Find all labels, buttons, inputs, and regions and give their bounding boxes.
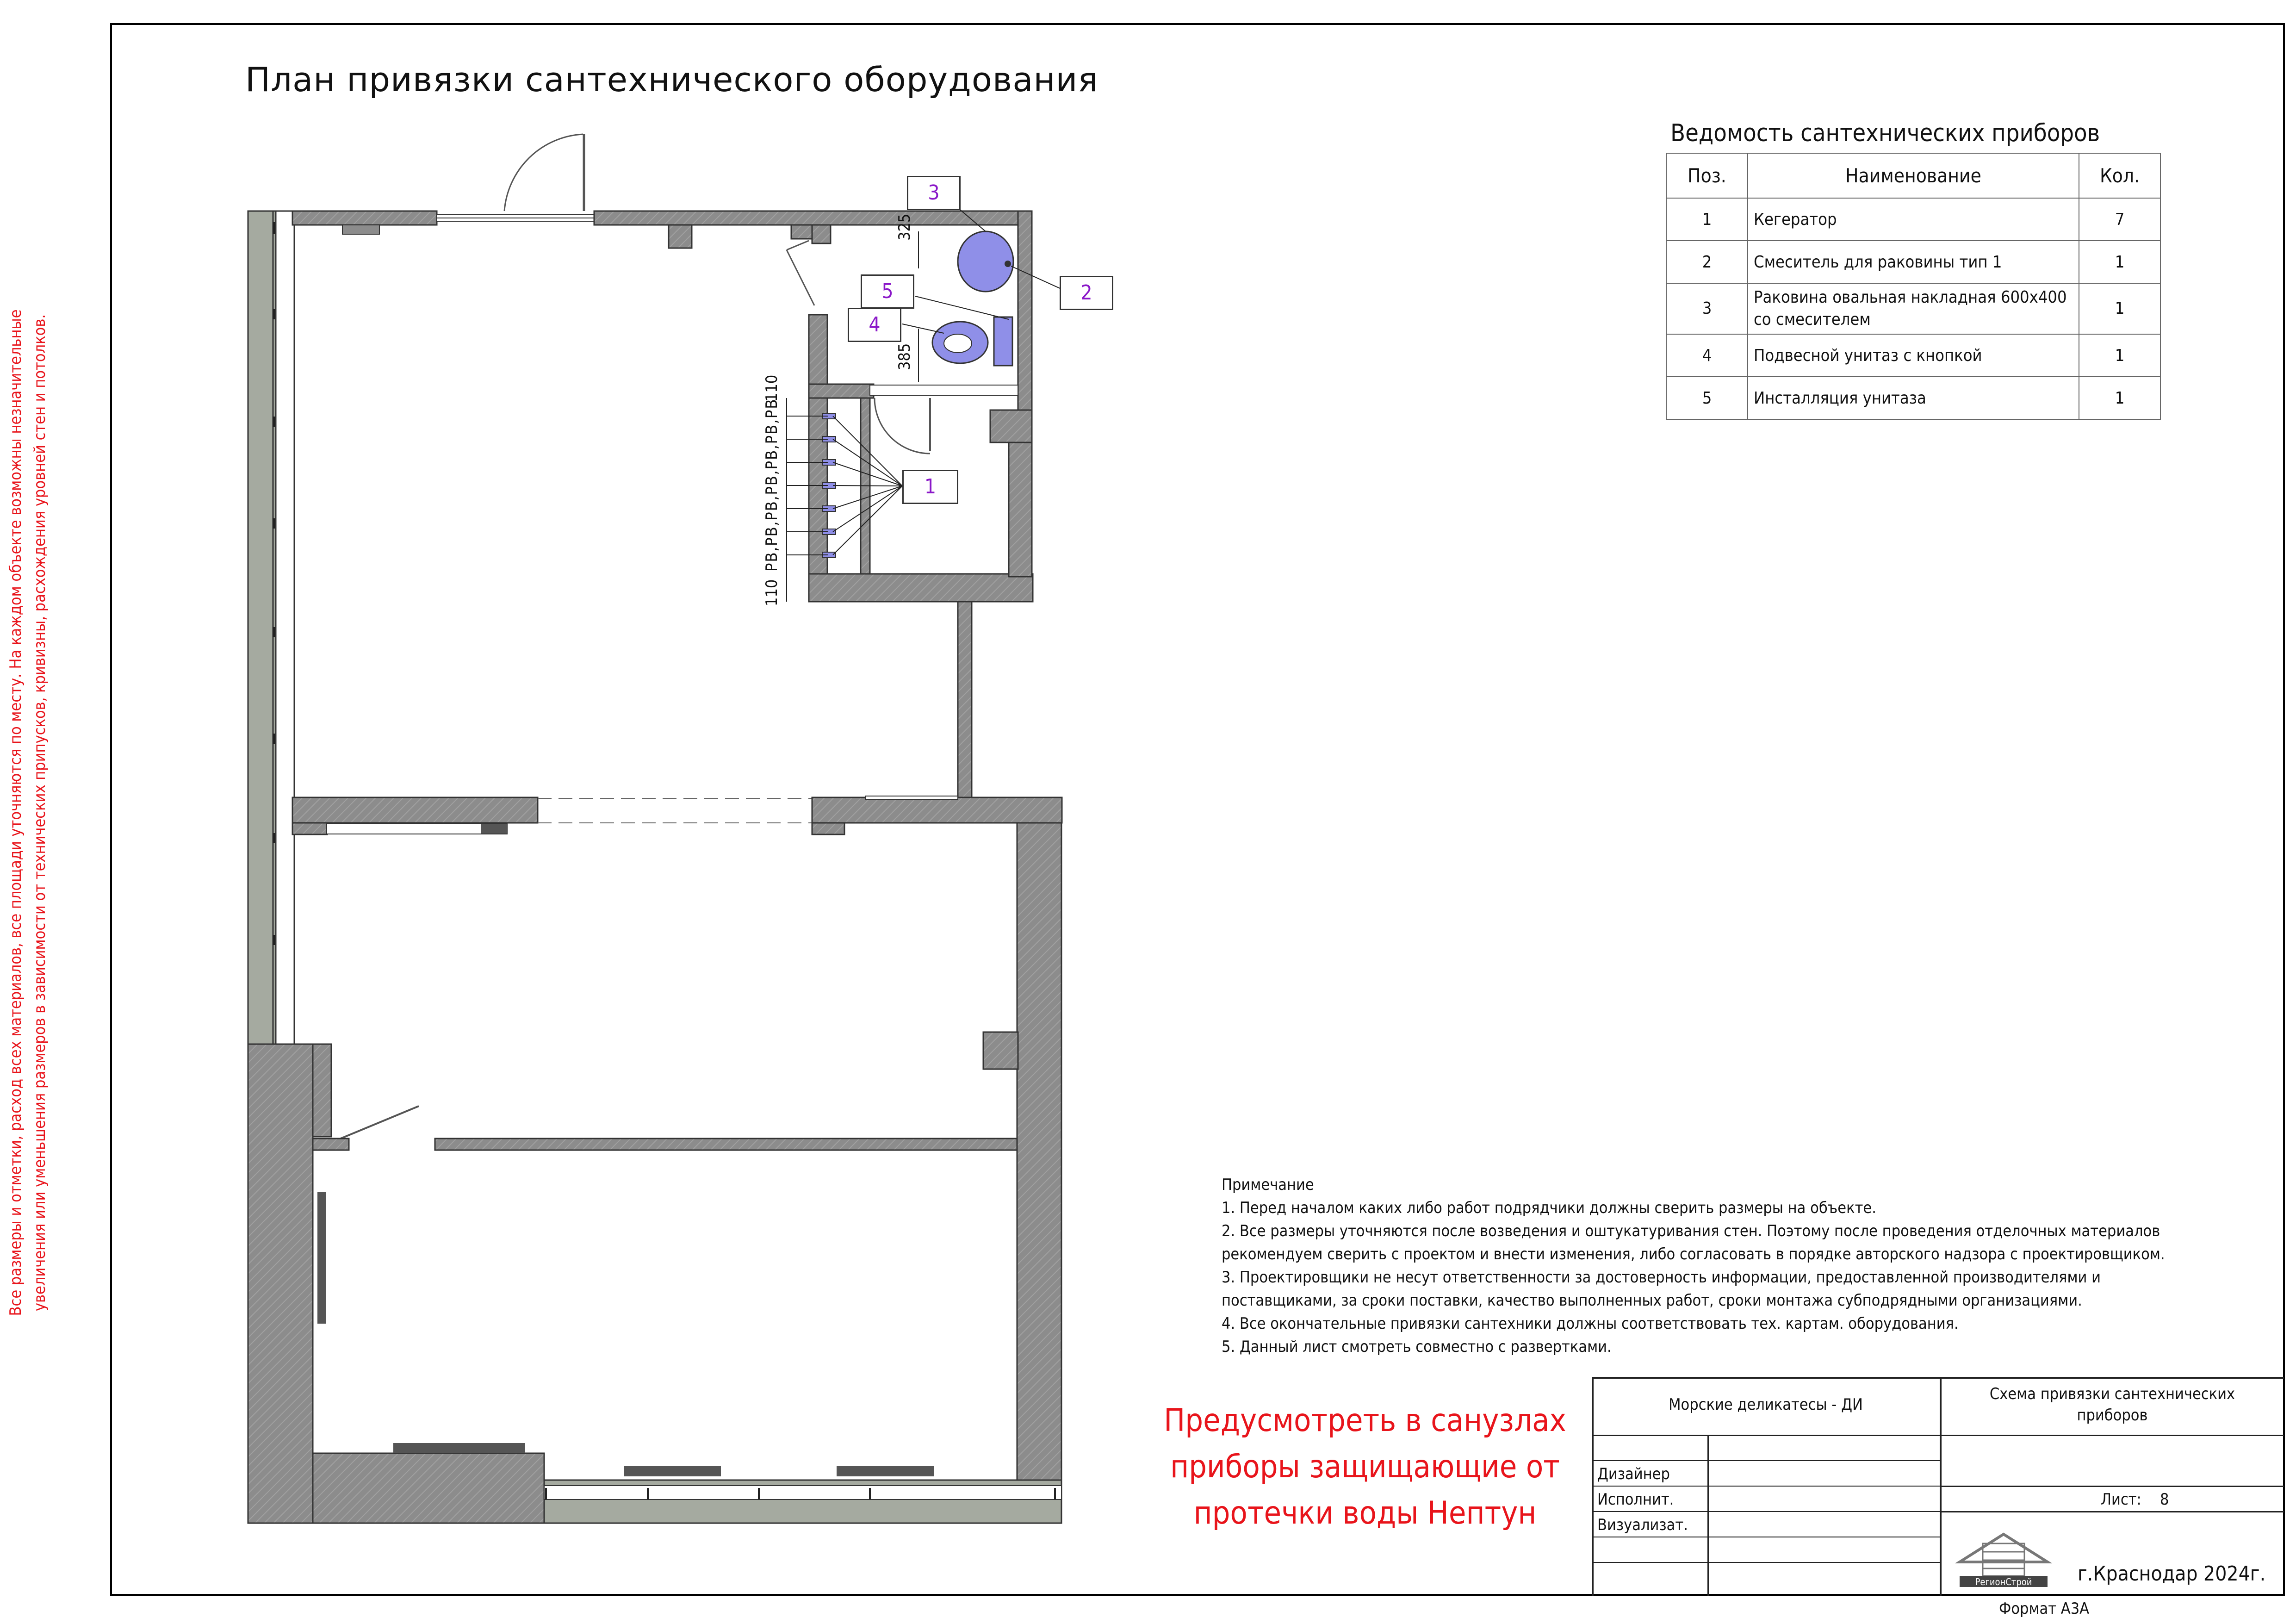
dim-110-top: 110 [763,374,781,402]
logo-text: РегионСтрой [1975,1576,2032,1587]
side-note-line-1: Все размеры и отметки, расход всех материалов, все площади уточняются по месту. На каждом объекте возможны незначительные [6,309,25,1316]
row-qty: 1 [2079,241,2160,283]
leak-protection-warning: Предусмотреть в санузлах приборы защищающие от протечки воды Нептун [1164,1402,1566,1531]
table-row [1666,198,2160,241]
header-qty: Кол. [2079,153,2160,198]
entrance-door-swing [504,134,583,211]
mid-wall-right [812,797,1062,823]
radiator-top [342,225,379,234]
toilet-installation [994,317,1012,366]
city-year: г.Краснодар 2024г. [2078,1562,2266,1586]
faucet [1005,261,1011,267]
schedule-header [1666,153,2160,198]
row-pos: 2 [1666,241,1748,283]
corridor-wall [958,602,972,801]
side-note-line-2: увеличения или уменьшения размеров в зависимости от технических припусков, кривизны, расхождения уровней стен и потолков. [31,314,49,1312]
header-pos: Поз. [1666,153,1748,198]
pipe-labels: РВ,РВ,РВ,РВ,РВ,РВ,РВ [763,398,781,572]
top-wall-right [594,211,1032,225]
utility-bottom-wall [809,574,1033,602]
bottom-wall-left [313,1453,544,1523]
page-title: План привязки сантехнического оборудования [245,60,1098,99]
row-name: Раковина овальная накладная 600х400 со смесителем [1748,283,2079,334]
bath-door [787,250,814,305]
utility-left-wall [809,398,827,602]
note-line: 2. Все размеры уточняются после возведения и оштукатуривания стен. Поэтому после проведения отделочных материалов [1222,1222,2160,1240]
left-window-wall [248,211,276,1044]
bath-right-wall [1018,211,1032,410]
row-qty: 1 [2079,283,2160,334]
header-name: Наименование [1748,153,2079,198]
note-line: 4. Все окончательные привязки сантехники должны соответствовать тех. картам. оборудования. [1222,1314,1959,1333]
row-qty: 7 [2079,198,2160,241]
note-line: поставщиками, за сроки поставки, качество выполненных работ, сроки монтажа субподрядными организациями. [1222,1291,2082,1310]
row-pos: 1 [1666,198,1748,241]
callout-4: 4 [848,308,901,342]
role-designer: Дизайнер [1597,1465,1670,1483]
mid-wall-left [292,797,538,823]
utility-door-swing [875,398,930,454]
table-row [1666,334,2160,377]
right-wall-lower [1017,823,1061,1480]
row-qty: 1 [2079,377,2160,419]
note-line: рекомендуем сверить с проектом и внести изменения, либо согласовать в порядке авторского надзора с проектировщиком. [1222,1245,2165,1263]
dim-385: 385 [895,343,914,370]
radiator-mid [327,824,507,834]
callout-5: 5 [861,274,914,309]
top-wall-left [292,211,437,225]
note-line: 5. Данный лист смотреть совместно с развертками. [1222,1338,1612,1356]
note-line: 3. Проектировщики не несут ответственности за достоверность информации, предоставленной производителями и [1222,1268,2101,1287]
row-pos: 5 [1666,377,1748,419]
radiator-bottom-1 [393,1443,525,1453]
callout-3: 3 [907,176,961,210]
callout-1: 1 [902,470,958,504]
fixture-schedule [1666,153,2161,420]
sheet-label: Лист: [2101,1490,2141,1509]
schedule-title: Ведомость сантехнических приборов [1670,119,2100,147]
row-name: Инсталляция унитаза [1748,377,2079,419]
row-qty: 1 [2079,334,2160,377]
dim-325: 325 [895,213,914,241]
row-pos: 3 [1666,283,1748,334]
radiator-bottom-2 [624,1466,721,1476]
row-name: Кегератор [1748,198,2079,241]
row-pos: 4 [1666,334,1748,377]
table-row [1666,283,2160,334]
project-name: Морские деликатесы - ДИ [1669,1395,1863,1414]
note-line: 1. Перед началом каких либо работ подрядчики должны сверить размеры на объекте. [1222,1199,1876,1217]
sheet-number: 8 [2160,1490,2169,1509]
lower-left-wall [248,1044,313,1523]
title-block [1592,1377,2284,1596]
sheet-format: Формат А3А [1999,1599,2090,1618]
row-name: Подвесной унитаз с кнопкой [1748,334,2079,377]
role-executor: Исполнит. [1597,1490,1674,1509]
notes-heading: Примечание [1222,1176,1314,1194]
row-name: Смеситель для раковины тип 1 [1748,241,2079,283]
radiator-left [317,1192,326,1324]
notes-block [1222,1173,2240,1358]
radiator-bottom-3 [837,1466,934,1476]
dim-110-bottom: 110 [763,579,781,606]
sheet-title: Схема привязки сантехнических приборов [1989,1385,2235,1425]
sink-oval [958,231,1013,292]
table-row [1666,241,2160,283]
table-row [1666,377,2160,419]
callout-2: 2 [1060,276,1113,310]
inner-partition [435,1139,1017,1150]
role-visualizer: Визуализат. [1597,1516,1688,1534]
bath-door-frame [870,385,1018,395]
